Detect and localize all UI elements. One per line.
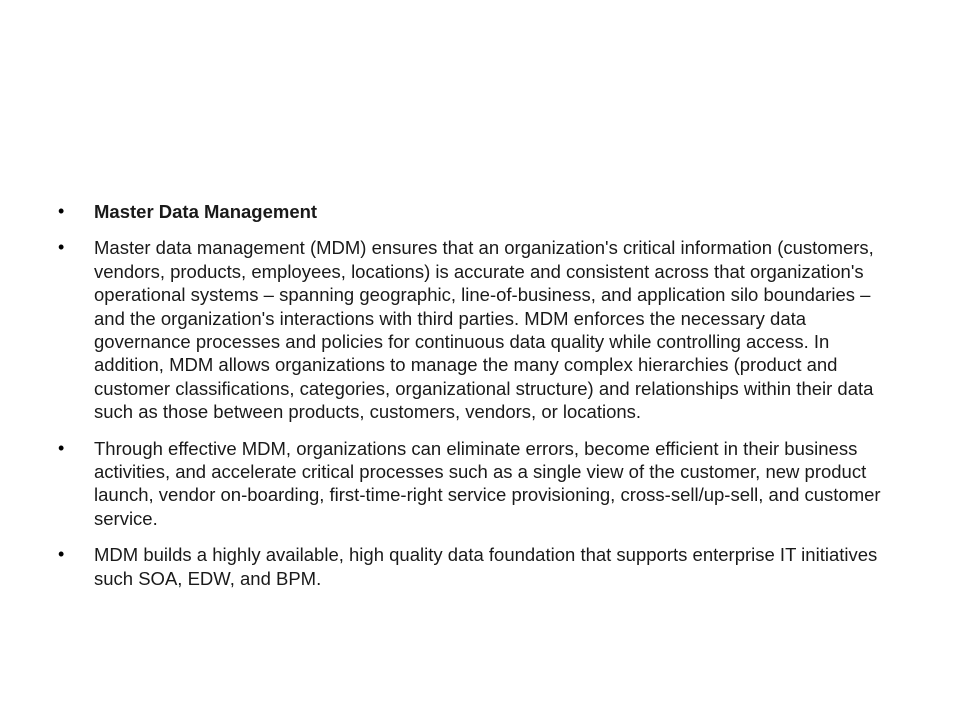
bullet-item-foundation (58, 543, 894, 590)
bullet-dot-icon: • (58, 544, 65, 565)
bullet-dot-icon: • (58, 237, 65, 258)
bullet-dot-icon: • (58, 201, 65, 221)
bullet-text: Master data management (MDM) ensures that an organization's critical information (customers, vendors, products, employees, locations) is accurate and consistent across that organization's operational systems – spanning geographic, line-of-business, and application silo boundaries – and the organization's interactions with third parties. MDM enforces the necessary data governance processes and policies for continuous data quality while controlling access. In addition, MDM allows organizations to manage the many complex hierarchies (product and customer classifications, categories, organizational structure) and relationships within their data such as those between products, customers, vendors, or locations. (94, 237, 874, 423)
bullet-dot-icon: • (58, 437, 65, 458)
bullet-item-benefits (58, 437, 894, 531)
bullet-text: MDM builds a highly available, high quality data foundation that supports enterprise IT initiatives such SOA, EDW, and BPM. (94, 544, 878, 589)
bullet-list (58, 200, 894, 603)
bullet-heading: Master Data Management (94, 201, 318, 222)
bullet-text: Through effective MDM, organizations can eliminate errors, become efficient in their business activities, and accelerate critical processes such as a single view of the customer, new product launch, vendor on-boarding, first-time-right service provisioning, cross-sell/up-sell, and customer service. (94, 437, 881, 529)
bullet-item-title (58, 200, 894, 223)
bullet-item-definition (58, 236, 894, 423)
